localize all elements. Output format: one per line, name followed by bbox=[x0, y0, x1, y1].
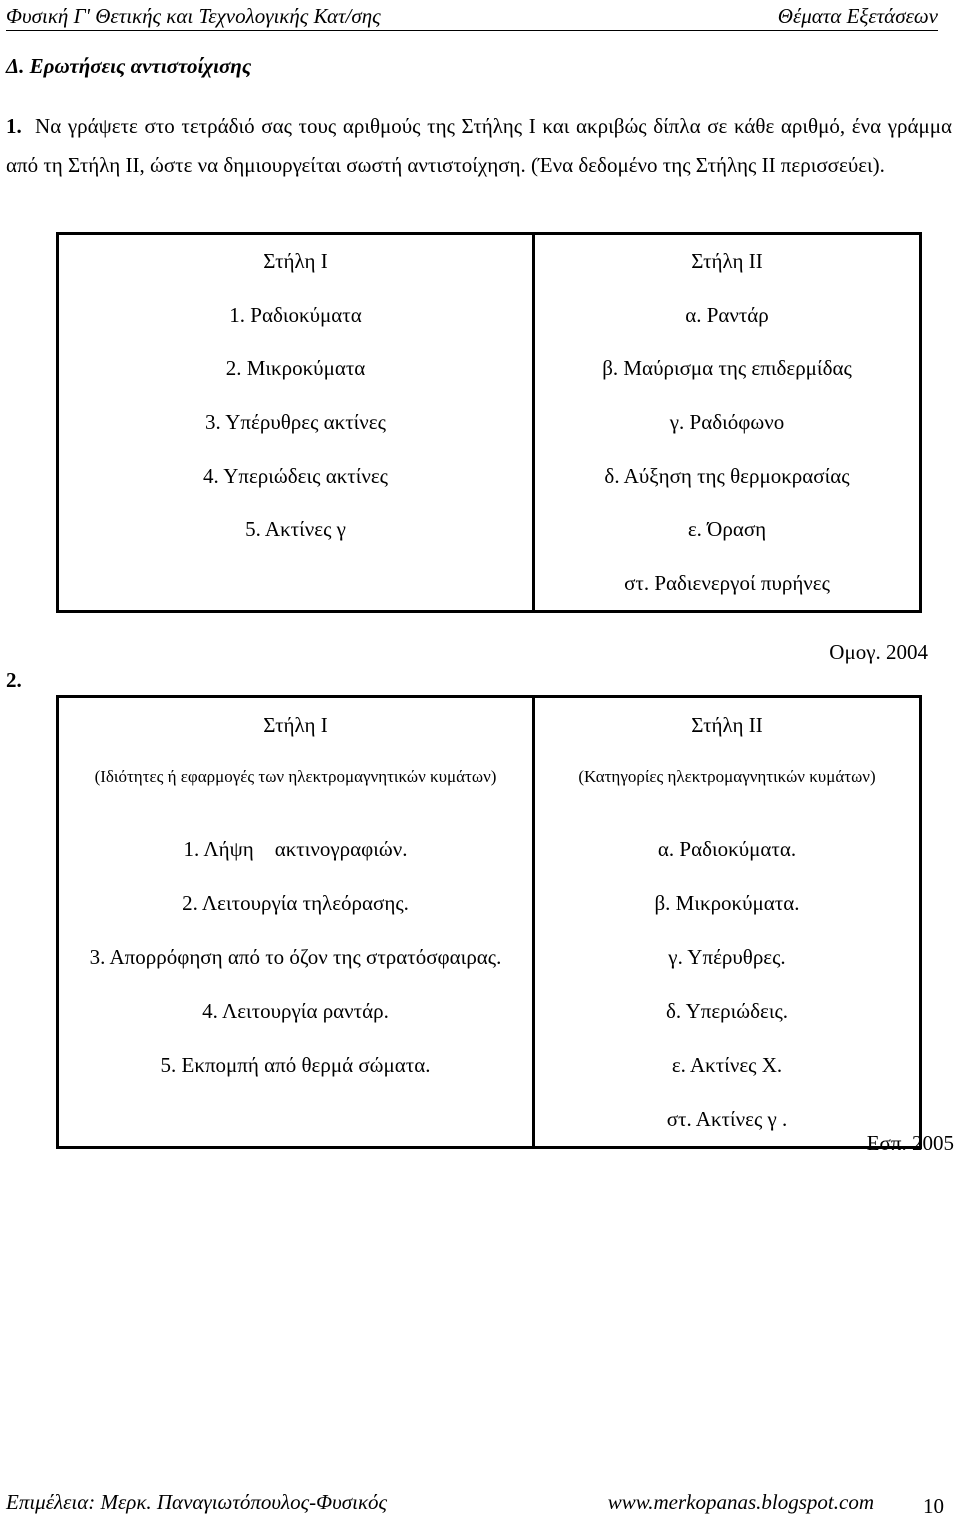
question-1-number: 1. bbox=[6, 114, 22, 138]
table-spacer-row bbox=[58, 802, 921, 822]
column-2-cell: γ. Ραδιόφωνο bbox=[669, 410, 785, 435]
table-row bbox=[58, 1092, 921, 1148]
column-1-cell: 2. Λειτουργία τηλεόρασης. bbox=[58, 876, 534, 930]
column-2-header: Στήλη ΙΙ bbox=[691, 712, 763, 737]
column-1-header: Στήλη Ι bbox=[58, 697, 534, 753]
column-2-cell: ε. Όραση bbox=[687, 517, 767, 542]
table-row bbox=[58, 1038, 921, 1092]
column-1-subheader: (Ιδιότητες ή εφαρμογές των ηλεκτρομαγνητικών κυμάτων) bbox=[58, 752, 534, 802]
question-2-number: 2. bbox=[6, 668, 22, 692]
table-row bbox=[58, 503, 921, 557]
column-2-cell: δ. Υπεριώδεις. bbox=[665, 998, 789, 1023]
header-right: Θέματα Εξετάσεων bbox=[777, 4, 938, 28]
table-row bbox=[58, 822, 921, 876]
column-2-cell: α. Ραδιοκύματα. bbox=[657, 836, 797, 861]
table-row bbox=[58, 930, 921, 984]
column-2-subheader: (Κατηγορίες ηλεκτρομαγνητικών κυμάτων) bbox=[578, 767, 876, 786]
column-1-cell bbox=[58, 1092, 534, 1148]
column-2-cell: α. Ραντάρ bbox=[685, 302, 769, 327]
column-1-header: Στήλη Ι bbox=[58, 234, 534, 289]
column-2-header: Στήλη ΙΙ bbox=[691, 249, 763, 274]
table-row bbox=[58, 289, 921, 343]
column-1-cell: 5. Εκπομπή από θερμά σώματα. bbox=[58, 1038, 534, 1092]
column-1-cell: 1. Ραδιοκύματα bbox=[58, 289, 534, 343]
column-2-cell: β. Μαύρισμα της επιδερμίδας bbox=[602, 356, 852, 381]
column-1-cell: 2. Μικροκύματα bbox=[58, 342, 534, 396]
question-1-body: Να γράψετε στο τετράδιό σας τους αριθμούς της Στήλης Ι και ακριβώς δίπλα σε κάθε αριθμό, ένα γράμμα από τη Στήλη ΙΙ, ώστε να δημιουργείται σωστή αντιστοίχηση. (Ένα δεδομένο της Στήλης ΙΙ περισσεύει). bbox=[6, 114, 953, 177]
section-title: Δ. Ερωτήσεις αντιστοίχισης bbox=[6, 54, 252, 78]
matching-table-1 bbox=[56, 232, 922, 613]
column-1-cell bbox=[58, 557, 534, 612]
column-2-cell: γ. Υπέρυθρες. bbox=[668, 944, 786, 969]
question-1-source: Ομογ. 2004 bbox=[829, 640, 928, 664]
table-row bbox=[58, 342, 921, 396]
column-2-cell: δ. Αύξηση της θερμοκρασίας bbox=[604, 463, 850, 488]
question-1-text bbox=[6, 107, 952, 185]
matching-table-2 bbox=[56, 695, 922, 1149]
column-1-cell: 4. Λειτουργία ραντάρ. bbox=[58, 984, 534, 1038]
question-2-source: Εσπ. 2005 bbox=[866, 1131, 954, 1155]
table-row bbox=[58, 984, 921, 1038]
column-2-cell: στ. Ακτίνες γ . bbox=[666, 1106, 788, 1131]
column-1-cell: 4. Υπεριώδεις ακτίνες bbox=[58, 449, 534, 503]
table-row bbox=[58, 876, 921, 930]
header-left: Φυσική Γ' Θετικής και Τεχνολογικής Κατ/σης bbox=[6, 4, 381, 28]
table-row bbox=[58, 449, 921, 503]
table-header-row bbox=[58, 697, 921, 753]
column-2-cell: β. Μικροκύματα. bbox=[654, 890, 800, 915]
spacer-cell bbox=[58, 802, 534, 822]
table-row bbox=[58, 396, 921, 450]
footer-url[interactable]: www.merkopanas.blogspot.com bbox=[607, 1490, 874, 1514]
page-number: 10 bbox=[923, 1494, 944, 1518]
table-subheader-row bbox=[58, 752, 921, 802]
table-header-row bbox=[58, 234, 921, 289]
column-1-cell: 5. Ακτίνες γ bbox=[58, 503, 534, 557]
spacer-cell bbox=[534, 802, 921, 822]
column-1-cell: 3. Απορρόφηση από το όζον της στρατόσφαιρας. bbox=[58, 930, 534, 984]
footer-author: Επιμέλεια: Μερκ. Παναγιωτόπουλος-Φυσικός bbox=[6, 1490, 388, 1514]
column-2-cell: ε. Ακτίνες Χ. bbox=[671, 1052, 783, 1077]
column-2-cell: στ. Ραδιενεργοί πυρήνες bbox=[624, 570, 830, 595]
page-header bbox=[6, 2, 938, 31]
column-1-cell: 3. Υπέρυθρες ακτίνες bbox=[58, 396, 534, 450]
column-1-cell: 1. Λήψη ακτινογραφιών. bbox=[58, 822, 534, 876]
table-row bbox=[58, 557, 921, 612]
